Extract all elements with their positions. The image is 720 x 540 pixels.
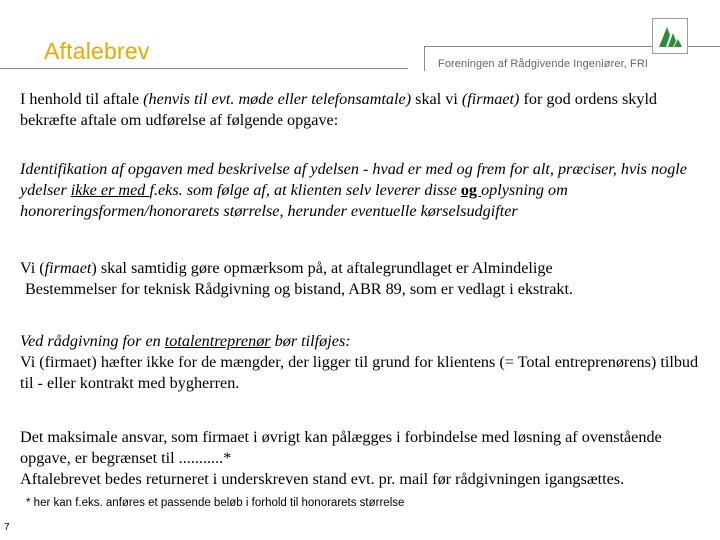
text-run: Vi (	[20, 259, 45, 277]
intro-paragraph	[20, 89, 700, 131]
underlined-text: totalentreprenør	[164, 332, 271, 350]
organization-name: Foreningen af Rådgivende Ingeniører, FRI	[438, 58, 649, 70]
underlined-text: ikke er med	[70, 181, 150, 199]
header-divider-left	[0, 68, 408, 69]
total-contractor-paragraph	[20, 331, 700, 394]
task-identification-paragraph	[20, 159, 700, 222]
text-run: f.eks. som følge af, at klienten selv leverer disse	[149, 181, 461, 199]
liability-paragraph	[20, 427, 700, 490]
page-number: 7	[4, 522, 10, 533]
text-run: Identifikation af opgaven med beskrivelse af ydelsen - hvad er med og frem for alt, præciser, hvis nogle ydelser	[20, 160, 687, 199]
text-run: for god ordens skyld bekræfte aftale om udførelse af følgende opgave:	[20, 90, 658, 129]
text-run: skal vi	[411, 90, 462, 108]
text-run-italic: (henvis til evt. møde eller telefonsamtale)	[143, 90, 412, 108]
text-run: Vi (firmaet) hæfter ikke for de mængder, der ligger til grund for klientens (= Total entreprenørens) tilbud til - eller kontrakt med bygherren.	[20, 353, 699, 392]
text-run-italic: firmaet	[44, 259, 92, 277]
text-run: Det maksimale ansvar, som firmaet i øvrigt kan pålægges i forbindelse med løsning af ovenstående opgave, er begrænset til ...........*	[20, 428, 662, 467]
abr-paragraph	[20, 258, 700, 300]
text-run: I henhold til aftale	[20, 90, 144, 108]
text-run-italic: Ved rådgivning for en	[20, 332, 165, 350]
page-title: Aftalebrev	[44, 38, 150, 64]
footnote: * her kan f.eks. anføres et passende beløb i forhold til honorarets størrelse	[26, 497, 405, 509]
text-run: ) skal samtidig gøre opmærksom på, at aftalegrundlaget er Almindelige	[91, 259, 553, 277]
text-run: Bestemmelser for teknisk Rådgivning og bistand, ABR 89, som er vedlagt i ekstrakt.	[25, 280, 574, 298]
underlined-text: og	[460, 181, 482, 199]
text-run-italic: (firmaet)	[461, 90, 520, 108]
text-run: Aftalebrevet bedes returneret i underskreven stand evt. pr. mail før rådgivningen igangsættes.	[20, 470, 625, 488]
text-run: oplysning om honoreringsformen/honorarets størrelse, herunder eventuelle kørselsudgifter	[20, 181, 568, 220]
text-run-italic: bør tilføjes:	[270, 332, 351, 350]
fri-logo-icon	[652, 18, 688, 54]
